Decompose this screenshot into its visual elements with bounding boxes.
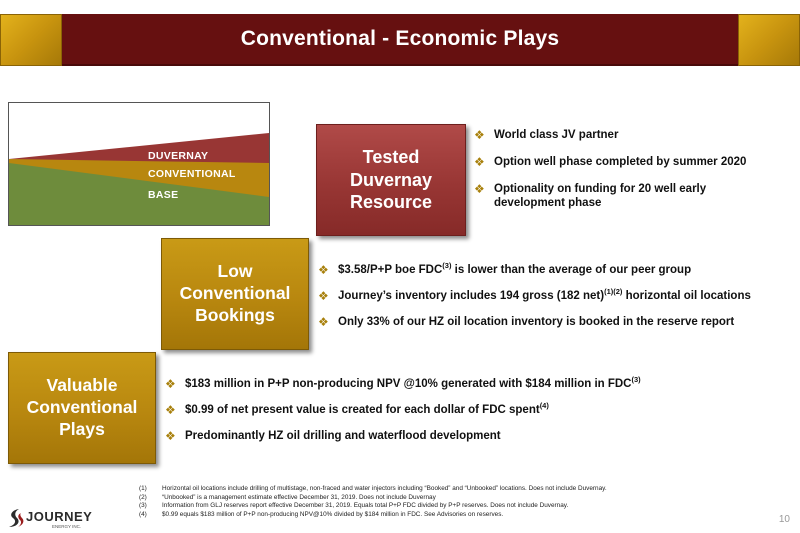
footnote bbox=[139, 485, 759, 494]
diamond-bullet-icon: ❖ bbox=[318, 315, 329, 329]
list-item bbox=[318, 315, 778, 329]
wedge-label-base: BASE bbox=[148, 189, 179, 201]
footnote-text: “Unbooked” is a management estimate effective December 31, 2019. Does not include Duvernay bbox=[162, 493, 436, 501]
footnote-number: (3) bbox=[139, 502, 147, 510]
footnote bbox=[139, 502, 759, 511]
footnote-ref: (3) bbox=[631, 375, 641, 385]
footnote-text: Horizontal oil locations include drilling of multistage, non-fraced and water injectors including “Booked” and “Unbooked” locations. Does not include Duvernay. bbox=[162, 485, 607, 492]
bullet-list-duvernay bbox=[474, 128, 774, 210]
wedge-label-duvernay: DUVERNAY bbox=[148, 150, 209, 162]
bullet-text: $183 million in P+P non-producing NPV @10% generated with $184 million in FDC bbox=[185, 378, 632, 390]
footnote-text: $0.99 equals $183 million of P+P non-producing NPV@10% divided by $184 million in FDC. See Advisories on reserves. bbox=[162, 510, 504, 518]
list-item bbox=[474, 128, 774, 142]
bullet-text: horizontal oil locations bbox=[622, 290, 751, 302]
diamond-bullet-icon: ❖ bbox=[474, 128, 485, 142]
title-accent-right bbox=[738, 14, 800, 66]
diamond-bullet-icon: ❖ bbox=[318, 289, 329, 303]
diamond-bullet-icon: ❖ bbox=[165, 377, 176, 391]
diamond-bullet-icon: ❖ bbox=[474, 182, 485, 196]
bullet-text: Predominantly HZ oil drilling and waterflood development bbox=[185, 430, 501, 442]
footnote bbox=[139, 494, 759, 503]
footnote-ref: (1)(2) bbox=[604, 287, 623, 297]
tier-box-duvernay bbox=[316, 124, 466, 236]
tier-box-bookings bbox=[161, 238, 309, 350]
bullet-list-conventional bbox=[165, 377, 685, 443]
bullet-text: Journey’s inventory includes 194 gross (182 net) bbox=[338, 290, 605, 302]
list-item bbox=[318, 289, 778, 303]
list-item bbox=[474, 182, 744, 210]
bullet-text: is lower than the average of our peer group bbox=[451, 264, 692, 276]
footnote-number: (2) bbox=[139, 493, 147, 501]
tier-title-duvernay: Tested Duvernay Resource bbox=[349, 147, 433, 213]
tier-title-bookings: Low Conventional Bookings bbox=[179, 261, 291, 325]
footnote-number: (1) bbox=[139, 485, 147, 492]
bullet-text: World class JV partner bbox=[494, 129, 619, 141]
list-item bbox=[165, 377, 685, 391]
footnote-ref: (3) bbox=[442, 261, 452, 271]
diamond-bullet-icon: ❖ bbox=[474, 155, 485, 169]
footnote bbox=[139, 511, 759, 520]
bullet-list-bookings bbox=[318, 263, 778, 329]
list-item bbox=[165, 429, 685, 443]
page-title: Conventional - Economic Plays bbox=[62, 14, 738, 66]
list-item bbox=[165, 403, 685, 417]
footnotes bbox=[139, 485, 759, 519]
company-logo bbox=[6, 507, 106, 531]
logo-name: JOURNEY bbox=[26, 509, 93, 524]
bullet-text: Optionality on funding for 20 well early development phase bbox=[494, 183, 707, 209]
tier-box-conventional bbox=[8, 352, 156, 464]
resource-wedge-diagram bbox=[8, 102, 270, 226]
wedge-svg bbox=[9, 103, 269, 225]
page-number: 10 bbox=[778, 514, 790, 525]
diamond-bullet-icon: ❖ bbox=[318, 263, 329, 277]
footnote-ref: (4) bbox=[539, 401, 549, 411]
diamond-bullet-icon: ❖ bbox=[165, 403, 176, 417]
bullet-text: $3.58/P+P boe FDC bbox=[338, 264, 443, 276]
journey-logo-icon bbox=[6, 507, 26, 529]
title-bar bbox=[0, 14, 800, 66]
diamond-bullet-icon: ❖ bbox=[165, 429, 176, 443]
list-item bbox=[474, 155, 774, 169]
bullet-text: Option well phase completed by summer 2020 bbox=[494, 156, 747, 168]
logo-subtitle: ENERGY INC. bbox=[52, 524, 82, 529]
footnote-number: (4) bbox=[139, 510, 147, 518]
title-accent-left bbox=[0, 14, 62, 66]
tier-title-conventional: Valuable Conventional Plays bbox=[26, 375, 138, 439]
list-item bbox=[318, 263, 778, 277]
bullet-text: Only 33% of our HZ oil location inventory is booked in the reserve report bbox=[338, 316, 735, 328]
bullet-text: $0.99 of net present value is created for each dollar of FDC spent bbox=[185, 404, 540, 416]
footnote-text: Information from GLJ reserves report effective December 31, 2019. Equals total P+P FDC divided by P+P reserves. Does not include Duvernay. bbox=[162, 502, 569, 510]
wedge-label-conventional: CONVENTIONAL bbox=[148, 168, 236, 180]
